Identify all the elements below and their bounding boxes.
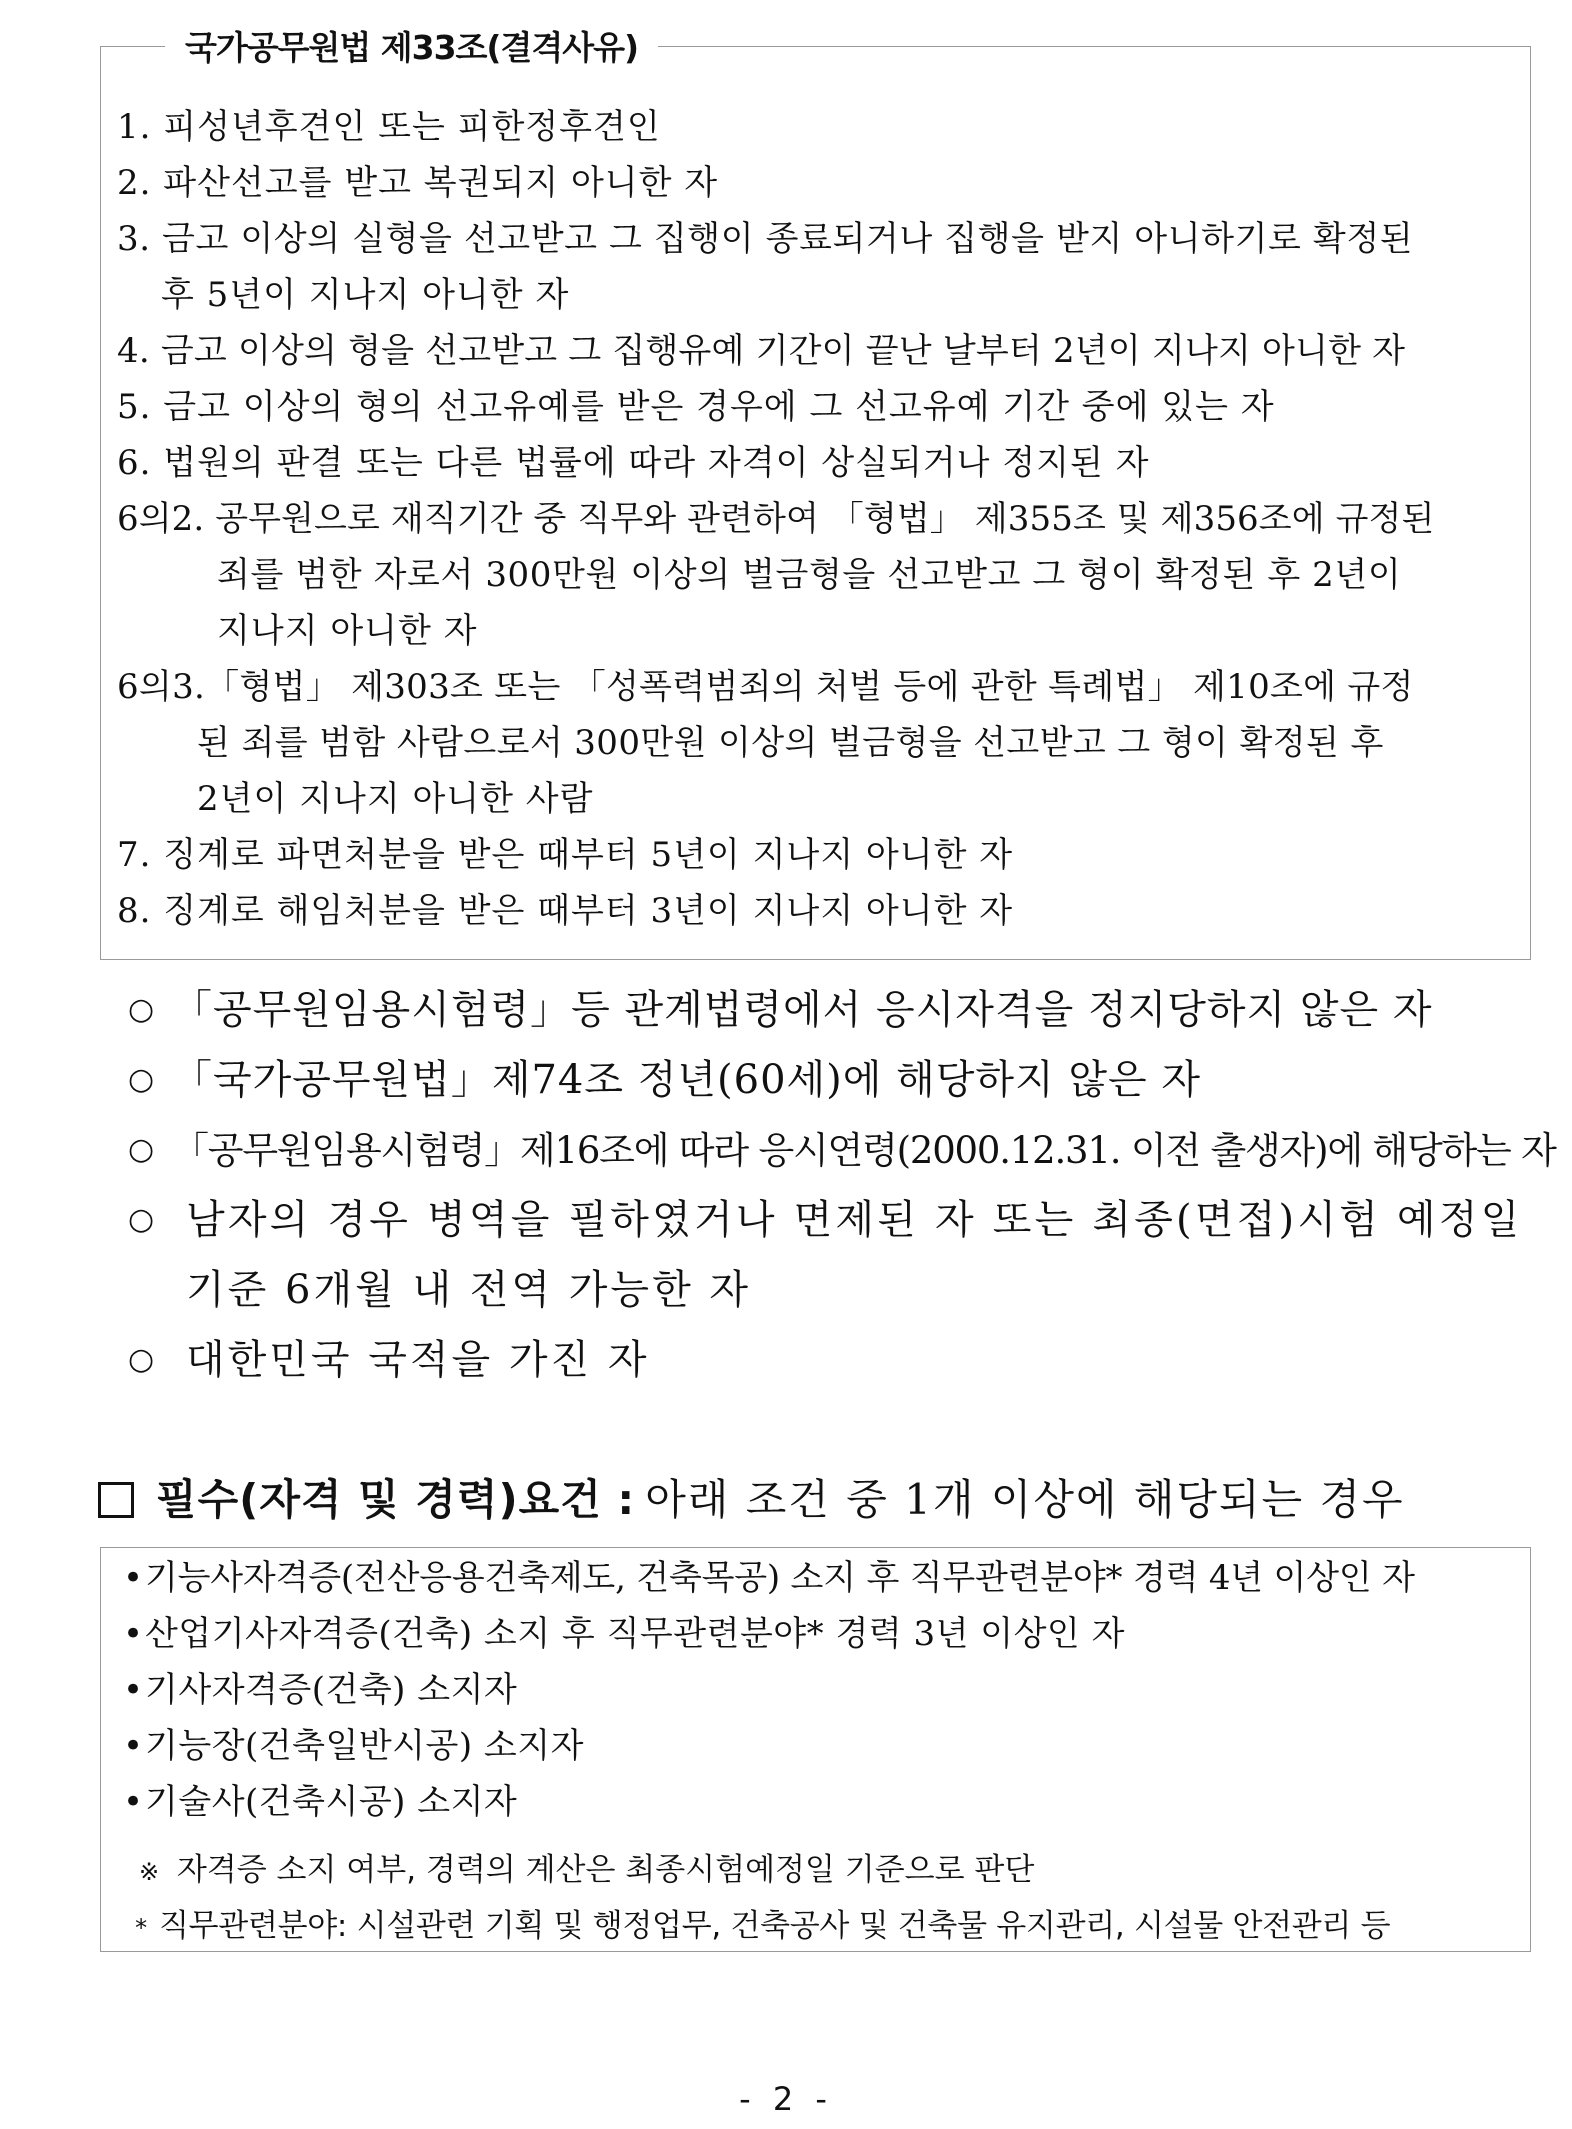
requirements-heading-desc: 아래 조건 중 1개 이상에 해당되는 경우 bbox=[645, 1475, 1405, 1524]
law-item-6-3: 6의3.「형법」 제303조 또는 「성폭력범죄의 처벌 등에 관한 특례법」 제10조에 규정 bbox=[117, 667, 1414, 707]
law-item-8: 8. 징계로 해임처분을 받은 때부터 3년이 지나지 아니한 자 bbox=[117, 891, 1014, 931]
bullet-item-4 bbox=[128, 1195, 1522, 1245]
law-item-6-3-cont: 된 죄를 범함 사람으로서 300만원 이상의 벌금형을 선고받고 그 형이 확정된 후 bbox=[197, 723, 1384, 763]
bullet-text: 대한민국 국적을 가진 자 bbox=[186, 1337, 650, 1383]
law-item-6-3-cont-2: 2년이 지나지 아니한 사람 bbox=[197, 779, 594, 819]
law-item-6-2-cont: 죄를 범한 자로서 300만원 이상의 벌금형을 선고받고 그 형이 확정된 후 2년이 bbox=[217, 555, 1402, 595]
law-item-3-cont: 후 5년이 지나지 아니한 자 bbox=[161, 275, 570, 315]
requirement-item-2 bbox=[123, 1614, 1125, 1654]
law-article-box bbox=[100, 46, 1531, 960]
dot-bullet-icon: • bbox=[123, 1726, 144, 1766]
circle-bullet-icon: ○ bbox=[128, 1062, 156, 1097]
requirement-text: 기능장(건축일반시공) 소지자 bbox=[145, 1726, 584, 1766]
bullet-item-1 bbox=[128, 985, 1433, 1035]
law-item-7: 7. 징계로 파면처분을 받은 때부터 5년이 지나지 아니한 자 bbox=[117, 835, 1014, 875]
law-item-5: 5. 금고 이상의 형의 선고유예를 받은 경우에 그 선고유예 기간 중에 있는 자 bbox=[117, 387, 1275, 427]
bullet-item-4-cont: 기준 6개월 내 전역 가능한 자 bbox=[186, 1267, 752, 1313]
requirements-heading-title: 필수(자격 및 경력)요건 : bbox=[156, 1475, 636, 1524]
requirement-text: 산업기사자격증(건축) 소지 후 직무관련분야* 경력 3년 이상인 자 bbox=[145, 1614, 1125, 1654]
law-item-2: 2. 파산선고를 받고 복권되지 아니한 자 bbox=[117, 163, 719, 203]
footnote-text: 직무관련분야: 시설관련 기획 및 행정업무, 건축공사 및 건축물 유지관리, 시설물 안전관리 등 bbox=[159, 1908, 1391, 1944]
law-box-title: 국가공무원법 제33조(결격사유) bbox=[165, 28, 658, 68]
requirement-text: 기술사(건축시공) 소지자 bbox=[145, 1782, 518, 1822]
law-item-6-2: 6의2. 공무원으로 재직기간 중 직무와 관련하여 「형법」 제355조 및 제356조에 규정된 bbox=[117, 499, 1435, 539]
circle-bullet-icon: ○ bbox=[128, 992, 156, 1027]
bullet-item-5 bbox=[128, 1335, 650, 1385]
dot-bullet-icon: • bbox=[123, 1558, 143, 1598]
requirement-text: 기능사자격증(전산응용건축제도, 건축목공) 소지 후 직무관련분야* 경력 4년 이상인 자 bbox=[145, 1558, 1415, 1598]
requirement-text: 기사자격증(건축) 소지자 bbox=[145, 1670, 518, 1710]
requirements-box bbox=[100, 1547, 1531, 1952]
law-item-4: 4. 금고 이상의 형을 선고받고 그 집행유예 기간이 끝난 날부터 2년이 지나지 아니한 자 bbox=[117, 331, 1406, 371]
note-text: 자격증 소지 여부, 경력의 계산은 최종시험예정일 기준으로 판단 bbox=[176, 1852, 1035, 1888]
requirement-item-5 bbox=[123, 1782, 517, 1822]
requirements-footnote bbox=[123, 1906, 1390, 1948]
requirements-heading bbox=[98, 1470, 1405, 1539]
requirement-item-1 bbox=[123, 1558, 1415, 1598]
dot-bullet-icon: • bbox=[123, 1670, 144, 1710]
law-item-1: 1. 피성년후견인 또는 피한정후견인 bbox=[117, 107, 661, 147]
dot-bullet-icon: • bbox=[123, 1782, 144, 1822]
law-item-6: 6. 법원의 판결 또는 다른 법률에 따라 자격이 상실되거나 정지된 자 bbox=[117, 443, 1150, 483]
checkbox-square-icon bbox=[98, 1482, 134, 1518]
reference-mark-icon: ※ bbox=[138, 1858, 160, 1886]
circle-bullet-icon: ○ bbox=[128, 1202, 158, 1237]
page-number: - 2 - bbox=[739, 2080, 833, 2118]
law-item-3: 3. 금고 이상의 실형을 선고받고 그 집행이 종료되거나 집행을 받지 아니하기로 확정된 bbox=[117, 219, 1414, 259]
requirement-item-4 bbox=[123, 1726, 584, 1766]
dot-bullet-icon: • bbox=[123, 1614, 144, 1654]
circle-bullet-icon: ○ bbox=[128, 1342, 158, 1377]
law-item-6-2-cont-2: 지나지 아니한 자 bbox=[217, 611, 478, 651]
requirement-item-3 bbox=[123, 1670, 517, 1710]
bullet-text: 「공무원임용시험령」제16조에 따라 응시연령(2000.12.31. 이전 출생자)에 해당하는 자 bbox=[172, 1129, 1556, 1172]
requirements-note bbox=[131, 1850, 1034, 1892]
bullet-item-2 bbox=[128, 1055, 1201, 1105]
asterisk-icon: * bbox=[135, 1914, 147, 1942]
bullet-text: 남자의 경우 병역을 필하였거나 면제된 자 또는 최종(면접)시험 예정일 bbox=[186, 1197, 1523, 1243]
bullet-text: 「국가공무원법」제74조 정년(60세)에 해당하지 않은 자 bbox=[172, 1057, 1202, 1103]
bullet-text: 「공무원임용시험령」등 관계법령에서 응시자격을 정지당하지 않은 자 bbox=[172, 987, 1433, 1033]
bullet-item-3 bbox=[128, 1125, 1556, 1176]
circle-bullet-icon: ○ bbox=[128, 1132, 153, 1167]
